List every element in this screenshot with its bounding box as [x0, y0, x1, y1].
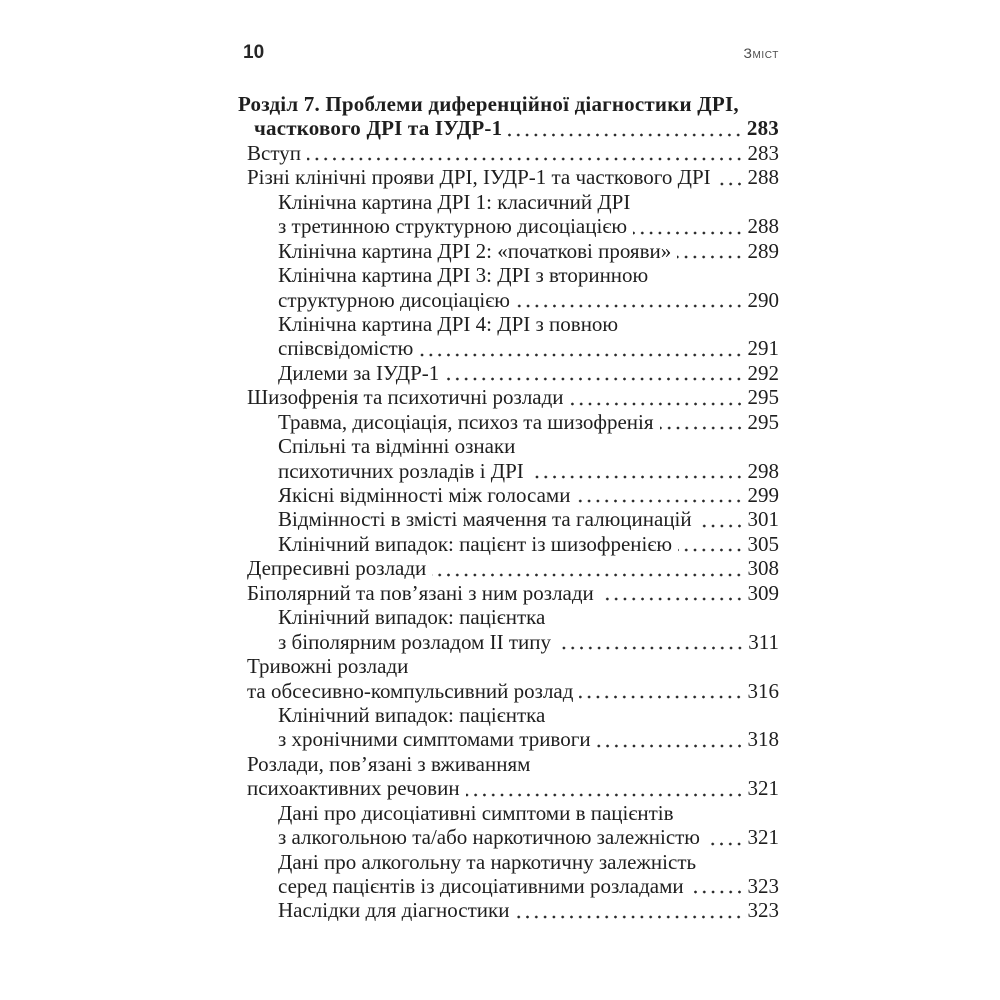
toc-line	[238, 752, 779, 776]
dot-leader	[521, 434, 777, 458]
dot-leader	[551, 605, 777, 629]
toc-entry-text: Клінічна картина ДРІ 2: «початкові прояви»	[278, 238, 672, 263]
toc-entry-text: Клінічний випадок: пацієнт із шизофренією	[278, 531, 673, 556]
toc-line	[238, 141, 779, 165]
dot-leader	[633, 214, 745, 238]
dot-leader	[654, 263, 777, 287]
toc-line	[238, 776, 779, 800]
toc-line	[238, 654, 779, 678]
toc-line	[238, 874, 779, 898]
dot-leader	[466, 776, 746, 800]
toc-page-number: 311	[748, 629, 779, 654]
dot-leader	[432, 556, 745, 580]
toc-page-number: 321	[747, 825, 779, 850]
dot-leader	[702, 850, 777, 874]
toc-page-number: 318	[747, 727, 779, 752]
toc-entry-text: Якісні відмінності між голосами	[278, 483, 571, 507]
folio-page-number: 10	[243, 42, 265, 63]
toc-line	[238, 483, 779, 507]
toc-page-number: 323	[747, 874, 779, 898]
toc-entry-text: Клінічна картина ДРІ 4: ДРІ з повною	[278, 311, 619, 336]
toc-line	[238, 263, 779, 287]
toc-page-number: 288	[747, 165, 779, 190]
toc-line	[238, 727, 779, 751]
toc-page-number: 289	[747, 238, 779, 263]
toc-entry-text: Відмінності в змісті маячення та галюцинацій	[278, 507, 692, 532]
toc-line	[238, 190, 779, 214]
toc-line	[238, 532, 779, 556]
dot-leader	[706, 825, 746, 849]
toc-line	[238, 214, 779, 238]
toc-page-number: 299	[747, 483, 779, 507]
toc-line	[238, 630, 779, 654]
toc-line	[238, 459, 779, 483]
dot-leader	[600, 581, 746, 605]
toc-line	[238, 434, 779, 458]
toc-entry-text: психоактивних речовин	[247, 776, 460, 801]
dot-leader	[570, 385, 746, 409]
toc-entry-text: Дилеми за ІУДР-1	[278, 360, 440, 385]
dot-leader	[307, 141, 746, 165]
toc-line	[238, 556, 779, 580]
running-head-title: Зміст	[743, 45, 779, 61]
dot-leader	[530, 459, 746, 483]
toc-entry-text: Шизофренія та психотичні розлади	[247, 385, 564, 410]
toc-line	[238, 116, 779, 140]
toc-entry-text: з третинною структурною дисоціацією	[278, 214, 628, 239]
dot-leader	[557, 630, 746, 654]
dot-leader	[745, 92, 777, 116]
toc-entry-text: Дані про алкогольну та наркотичну залежність	[278, 849, 697, 874]
toc-line	[238, 410, 779, 434]
toc-entry-text: з алкогольною та/або наркотичною залежністю	[278, 825, 700, 850]
toc-page-number: 321	[747, 776, 779, 801]
dot-leader	[536, 752, 777, 776]
toc-line	[238, 385, 779, 409]
toc-page-number: 292	[747, 360, 779, 385]
dot-leader	[660, 410, 746, 434]
toc-page-number: 316	[747, 678, 779, 703]
toc-entry-text: Біполярний та пов’язані з ним розлади	[247, 580, 594, 605]
toc-page-number: 301	[747, 507, 779, 532]
toc-line	[238, 239, 779, 263]
toc-entry-text: Клінічний випадок: пацієнтка	[278, 702, 546, 727]
dot-leader	[551, 703, 777, 727]
dot-leader	[414, 654, 777, 678]
toc-line	[238, 581, 779, 605]
toc-page-number: 283	[746, 116, 779, 141]
toc-page-number: 295	[747, 409, 779, 434]
toc-line	[238, 898, 779, 922]
toc-entry-text: Вступ	[247, 140, 301, 165]
toc-page-number: 295	[747, 385, 779, 410]
toc-entry-text: Тривожні розлади	[247, 654, 409, 679]
toc-line	[238, 850, 779, 874]
toc-entry-text: Дані про дисоціативні симптоми в пацієнтів	[278, 800, 674, 825]
toc-entry-text: структурною дисоціацією	[278, 287, 510, 312]
dot-leader	[636, 190, 777, 214]
toc-line	[238, 679, 779, 703]
dot-leader	[698, 507, 746, 531]
dot-leader	[508, 116, 745, 140]
toc-entry-text: психотичних розладів і ДРІ	[278, 458, 524, 483]
dot-leader	[597, 727, 746, 751]
toc-line	[238, 703, 779, 727]
page-header	[238, 42, 779, 64]
toc-entry-text: Розділ 7. Проблеми диференційної діагностики ДРІ,	[238, 92, 739, 116]
toc-line	[238, 165, 779, 189]
dot-leader	[516, 288, 746, 312]
toc-page-number: 290	[747, 287, 779, 312]
toc-entry-text: Наслідки для діагностики	[278, 898, 510, 923]
toc-page-number: 298	[747, 458, 779, 483]
dot-leader	[419, 336, 745, 360]
toc-line	[238, 288, 779, 312]
dot-leader	[677, 239, 745, 263]
toc-line	[238, 825, 779, 849]
toc-line	[238, 92, 779, 116]
dot-leader	[680, 801, 777, 825]
toc-entry-text: Травма, дисоціація, психоз та шизофренія	[278, 409, 654, 434]
toc	[238, 92, 779, 923]
toc-line	[238, 801, 779, 825]
toc-line	[238, 336, 779, 360]
toc-entry-text: часткового ДРІ та ІУДР-1	[254, 116, 503, 141]
toc-line	[238, 361, 779, 385]
toc-entry-text: серед пацієнтів із дисоціативними розладами	[278, 874, 684, 898]
toc-line	[238, 312, 779, 336]
toc-page-number: 283	[747, 140, 779, 165]
dot-leader	[579, 679, 745, 703]
toc-entry-text: Клінічна картина ДРІ 1: класичний ДРІ	[278, 189, 631, 214]
toc-entry-text: Розлади, пов’язані з вживанням	[247, 751, 531, 776]
toc-page-number: 291	[747, 336, 779, 361]
toc-entry-text: з біполярним розладом II типу	[278, 629, 551, 654]
toc-entry-text: Депресивні розлади	[247, 556, 427, 581]
toc-entry-text: та обсесивно-компульсивний розлад	[247, 678, 574, 703]
toc-page-number: 305	[747, 531, 779, 556]
toc-entry-text: з хронічними симптомами тривоги	[278, 727, 591, 752]
toc-entry-text: Спільні та відмінні ознаки	[278, 434, 516, 459]
toc-page-number: 288	[747, 214, 779, 239]
dot-leader	[515, 898, 745, 922]
toc-entry-text: Клінічний випадок: пацієнтка	[278, 605, 546, 630]
toc-page-number: 308	[747, 556, 779, 581]
toc-page-number: 323	[747, 898, 779, 923]
dot-leader	[624, 312, 777, 336]
dot-leader	[576, 483, 745, 507]
toc-line	[238, 507, 779, 531]
toc-page-number: 309	[747, 580, 779, 605]
dot-leader	[678, 532, 745, 556]
toc-entry-text: Різні клінічні прояви ДРІ, ІУДР-1 та часткового ДРІ	[247, 165, 711, 190]
dot-leader	[445, 361, 745, 385]
toc-entry-text: співсвідомістю	[278, 336, 414, 361]
toc-line	[238, 605, 779, 629]
toc-entry-text: Клінічна картина ДРІ 3: ДРІ з вторинною	[278, 263, 649, 288]
dot-leader	[690, 874, 746, 898]
dot-leader	[717, 165, 746, 189]
